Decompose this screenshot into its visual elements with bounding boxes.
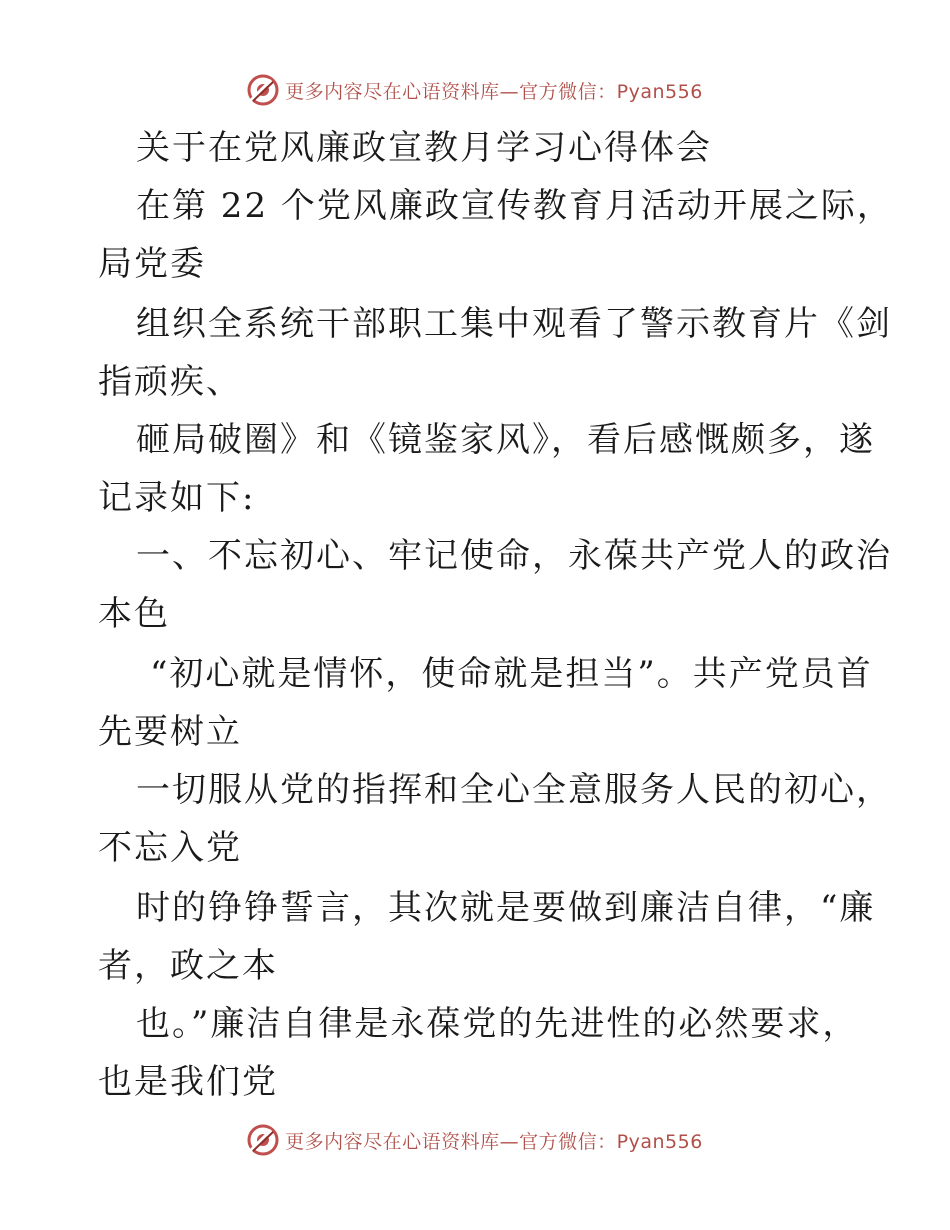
footer-watermark-banner (0, 1120, 950, 1160)
paragraph-line: 指顽疾、 (98, 362, 242, 402)
paragraph-line: “初心就是情怀，使命就是担当”。共产党员首 (150, 654, 873, 694)
paragraph-line: 在第 22 个党风廉政宣传教育月活动开展之际， (136, 186, 893, 226)
paragraph-line: 时的铮铮誓言，其次就是要做到廉洁自律，“廉 (136, 888, 876, 928)
paragraph-line: 一切服从党的指挥和全心全意服务人民的初心， (136, 770, 892, 810)
paragraph-line: 者，政之本 (98, 946, 278, 986)
paragraph-line: 局党委 (98, 244, 206, 284)
header-banner-text: 更多内容尽在心语资料库—官方微信：Pyan556 (285, 80, 703, 103)
paragraph-line: 先要树立 (98, 712, 242, 752)
header-watermark-banner (0, 70, 950, 110)
paragraph-line: 也。”廉洁自律是永葆党的先进性的必然要求， (136, 1004, 859, 1044)
paragraph-line: 砸局破圈》和《镜鉴家风》，看后感慨颇多，遂 (136, 420, 875, 460)
seal-logo-icon (247, 1124, 279, 1156)
footer-banner-text: 更多内容尽在心语资料库—官方微信：Pyan556 (285, 1130, 703, 1153)
paragraph-line: 组织全系统干部职工集中观看了警示教育片《剑 (136, 304, 892, 344)
document-title: 关于在党风廉政宣教月学习心得体会 (136, 128, 712, 168)
section-heading-continued: 本色 (98, 594, 170, 634)
paragraph-line: 不忘入党 (98, 828, 242, 868)
paragraph-line: 记录如下: (98, 478, 256, 518)
paragraph-line: 也是我们党 (98, 1062, 278, 1102)
section-heading: 一、不忘初心、牢记使命，永葆共产党人的政治 (136, 536, 892, 576)
seal-logo-icon (247, 74, 279, 106)
